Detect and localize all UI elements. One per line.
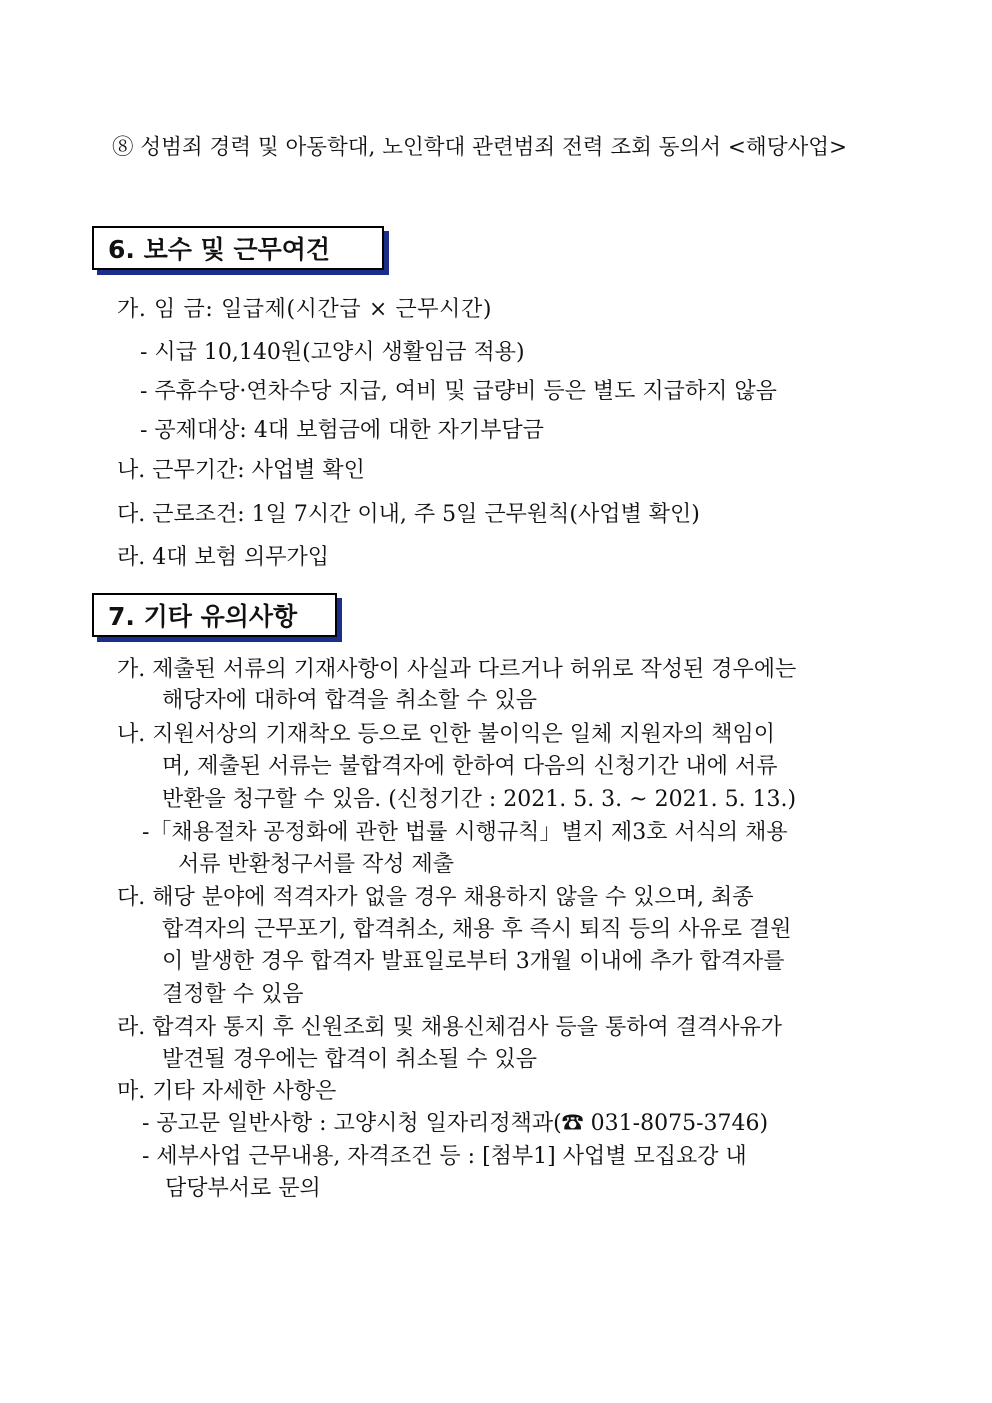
s6-ga-hourly: - 시급 10,140원(고양시 생활임금 적용) bbox=[140, 340, 525, 365]
s7-ma-detail-line2: 담당부서로 문의 bbox=[165, 1176, 321, 1201]
s7-ma-line: 마. 기타 자세한 사항은 bbox=[117, 1079, 337, 1104]
s6-ga-allowance: - 주휴수당·연차수당 지급, 여비 및 급량비 등은 별도 지급하지 않음 bbox=[140, 379, 777, 404]
s7-da-line1: 다. 해당 분야에 적격자가 없을 경우 채용하지 않을 수 있으며, 최종 bbox=[117, 885, 754, 910]
s7-ma-detail-line1: - 세부사업 근무내용, 자격조건 등 : [첨부1] 사업별 모집요강 내 bbox=[142, 1144, 747, 1169]
section-6-heading: 6. 보수 및 근무여건 bbox=[92, 226, 384, 270]
s7-da-line3: 이 발생한 경우 합격자 발표일로부터 3개월 이내에 추가 합격자를 bbox=[162, 949, 785, 974]
s7-na-sub-line1: -「채용절차 공정화에 관한 법률 시행규칙」별지 제3호 서식의 채용 bbox=[142, 820, 788, 845]
s7-na-sub-line2: 서류 반환청구서를 작성 제출 bbox=[178, 852, 455, 877]
s6-na-period: 나. 근무기간: 사업별 확인 bbox=[117, 458, 365, 483]
s7-ra-line2: 발견될 경우에는 합격이 취소될 수 있음 bbox=[162, 1047, 537, 1072]
s7-na-line3: 반환을 청구할 수 있음. (신청기간 : 2021. 5. 3. ~ 2021. 5. 13.) bbox=[162, 787, 797, 812]
s7-da-line4: 결정할 수 있음 bbox=[162, 982, 304, 1007]
s7-na-line2: 며, 제출된 서류는 불합격자에 한하여 다음의 신청기간 내에 서류 bbox=[162, 754, 778, 779]
section-7-heading: 7. 기타 유의사항 bbox=[92, 593, 337, 637]
s7-da-line2: 합격자의 근무포기, 합격취소, 채용 후 즉시 퇴직 등의 사유로 결원 bbox=[162, 917, 792, 942]
s6-ra-insurance: 라. 4대 보험 의무가입 bbox=[117, 545, 329, 570]
s7-ga-line1: 가. 제출된 서류의 기재사항이 사실과 다르거나 허위로 작성된 경우에는 bbox=[117, 657, 797, 682]
s6-da-conditions: 다. 근로조건: 1일 7시간 이내, 주 5일 근무원칙(사업별 확인) bbox=[117, 502, 700, 527]
s7-ra-line1: 라. 합격자 통지 후 신원조회 및 채용신체검사 등을 통하여 결격사유가 bbox=[117, 1015, 782, 1040]
s7-na-line1: 나. 지원서상의 기재착오 등으로 인한 불이익은 일체 지원자의 책임이 bbox=[117, 722, 775, 747]
s6-ga-deduction: - 공제대상: 4대 보험금에 대한 자기부담금 bbox=[140, 418, 544, 443]
s7-ga-line2: 해당자에 대하여 합격을 취소할 수 있음 bbox=[162, 688, 537, 713]
s6-ga-wage: 가. 임 금: 일급제(시간급 × 근무시간) bbox=[117, 297, 493, 322]
item-8-consent-form: ⑧ 성범죄 경력 및 아동학대, 노인학대 관련범죄 전력 조회 동의서 <해당사업> bbox=[112, 135, 848, 160]
s7-ma-contact: - 공고문 일반사항 : 고양시청 일자리정책과(☎ 031-8075-3746) bbox=[142, 1111, 769, 1136]
